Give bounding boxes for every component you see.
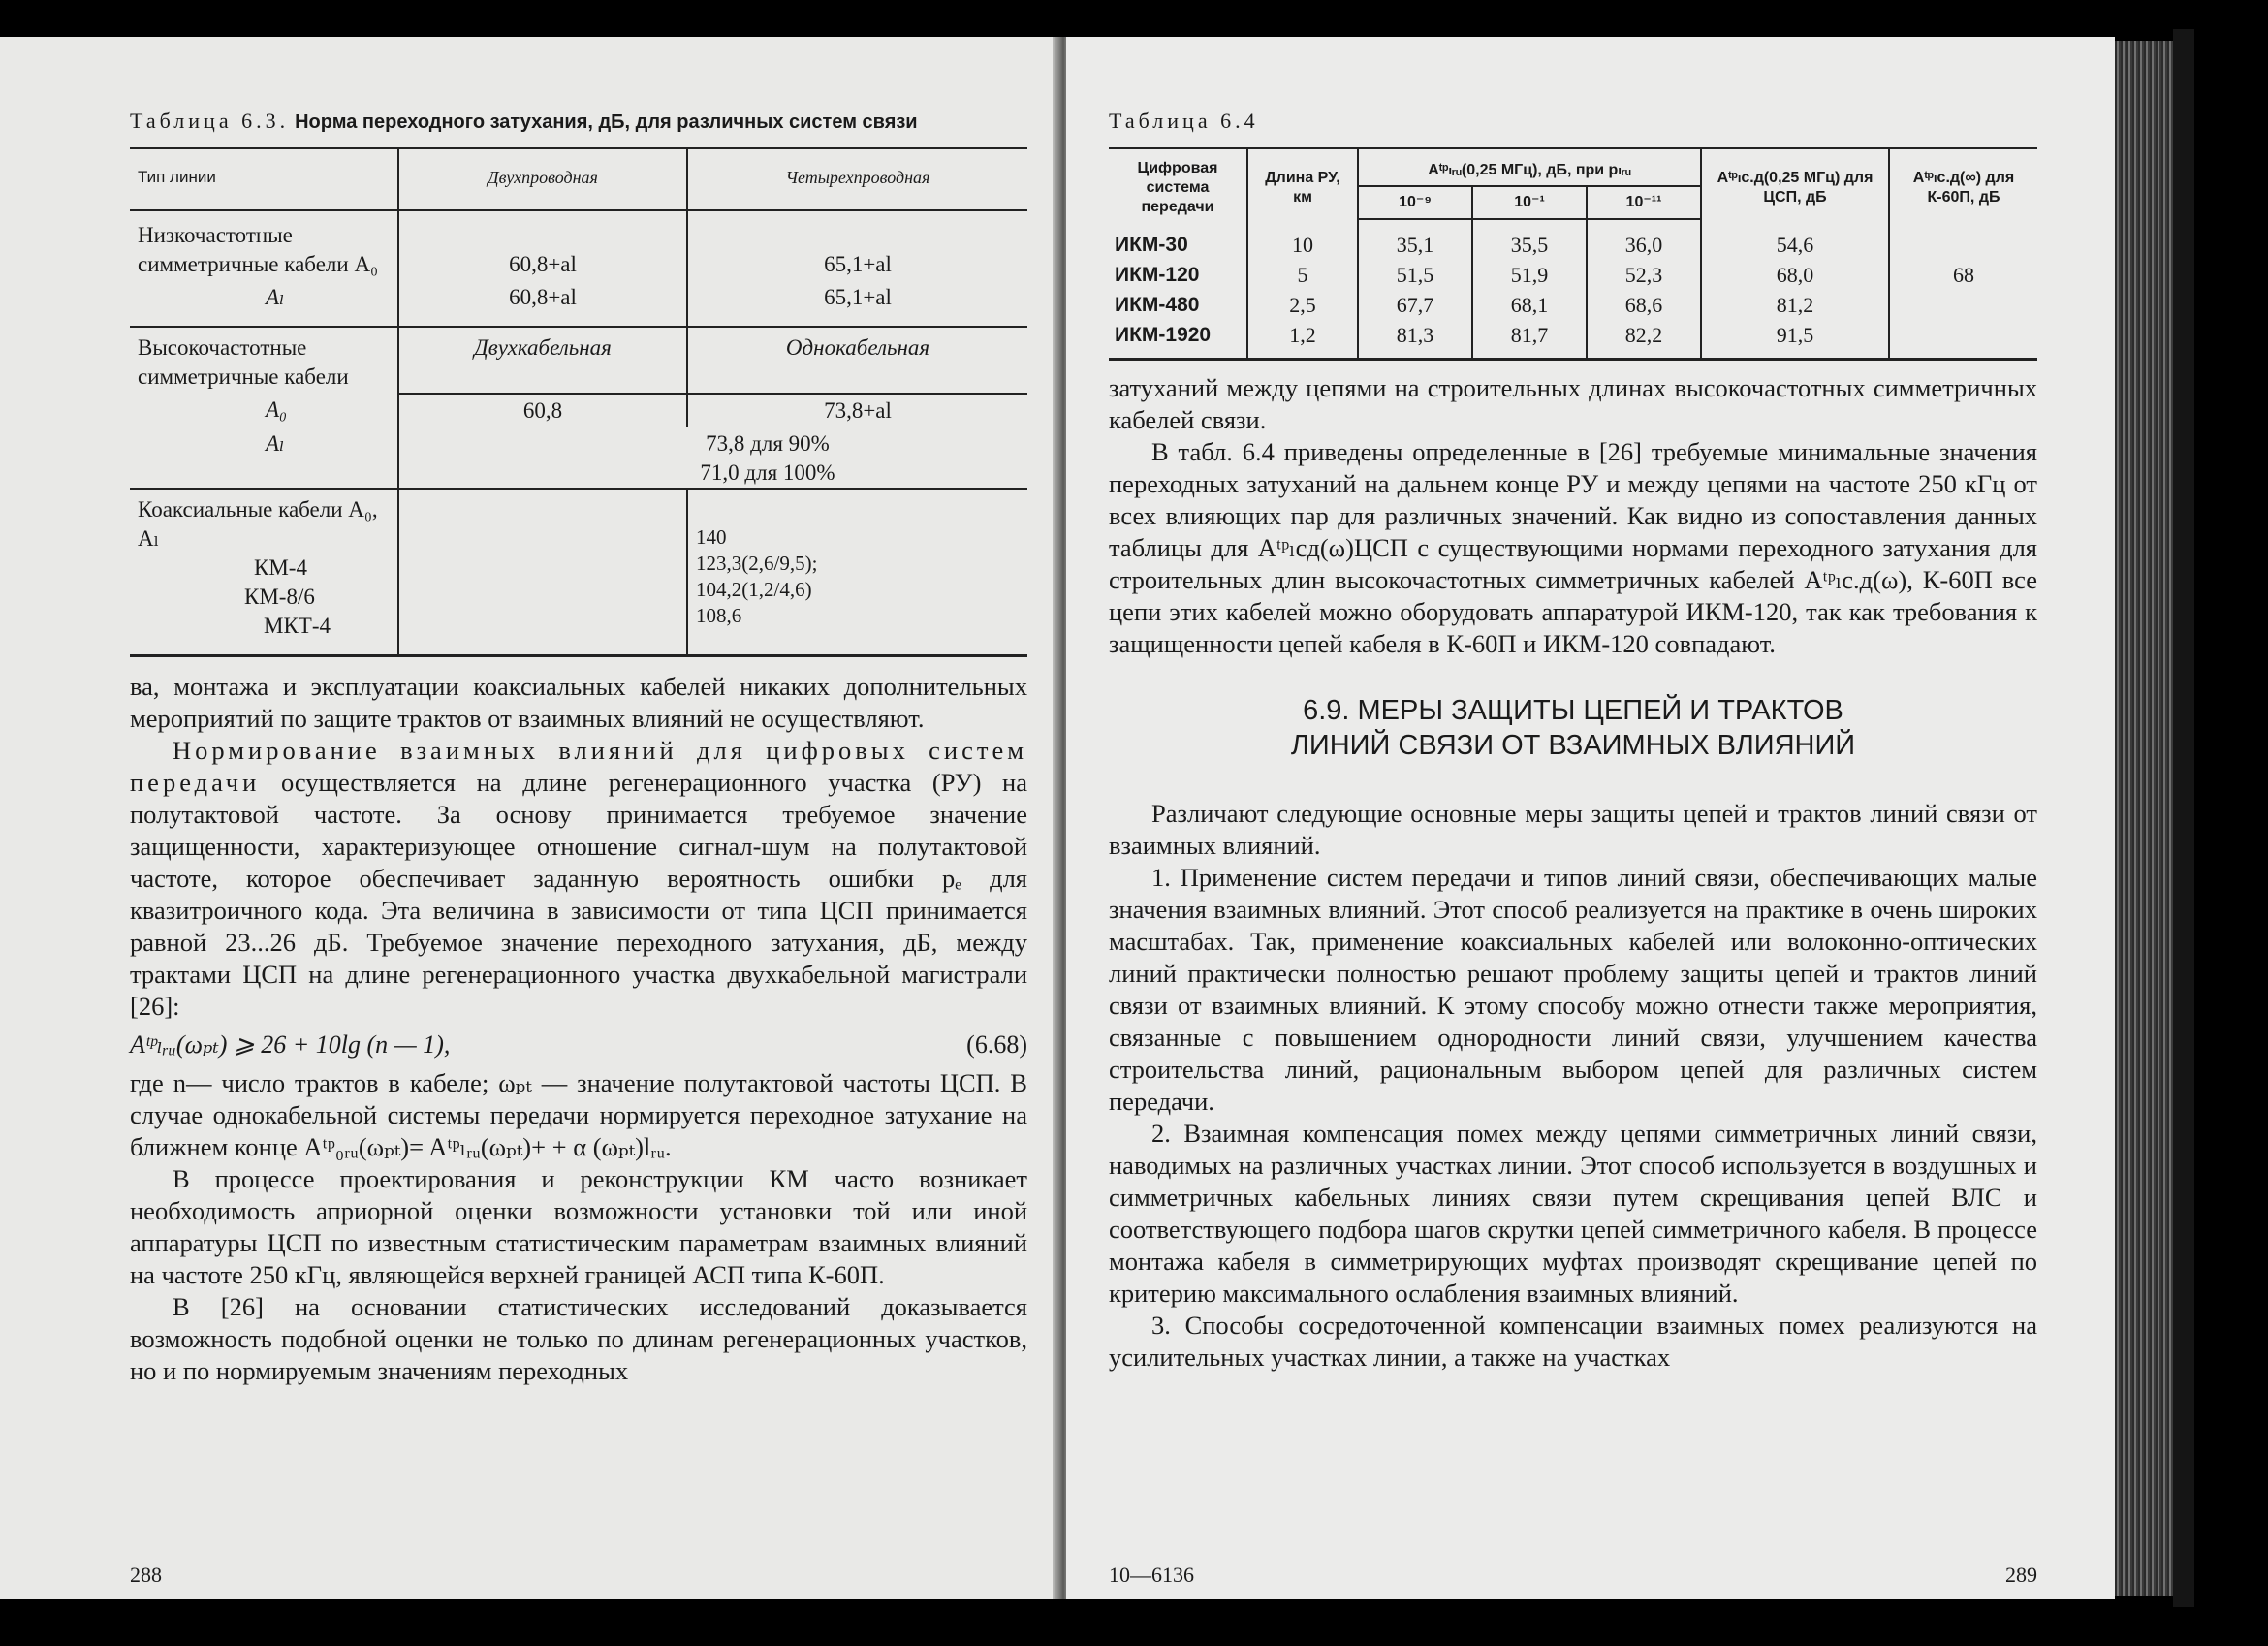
row-csp: 68,0 <box>1701 260 1889 290</box>
table-6-3-label: Таблица 6.3. <box>130 109 290 133</box>
row-system: ИКМ-1920 <box>1109 320 1247 360</box>
row-length: 2,5 <box>1247 290 1358 320</box>
book-page-edges <box>2115 41 2173 1596</box>
table-row <box>1109 320 2037 360</box>
printer-signature: 10—6136 <box>1109 1563 1194 1587</box>
row3-label: Коаксиальные кабели A₀, Aₗ <box>138 497 378 551</box>
right-page <box>1066 37 2115 1599</box>
row-e11: 68,6 <box>1587 290 1701 320</box>
table-row <box>1109 219 2037 260</box>
col-system-header: Цифровая система передачи <box>1109 148 1247 219</box>
table-6-3-caption <box>130 109 1027 134</box>
col-attn-header: Aᵗᵖₗᵣᵤ(0,25 МГц), дБ, при pₗᵣᵤ <box>1358 148 1701 186</box>
left-para-5: В [26] на основании статистических исследований доказывается возможность подобной оценки не только по длинам регенерационных участков, но и по нормируемым значениям переходных <box>130 1292 1027 1385</box>
col-four-wire-header: Четырехпроводная <box>687 148 1027 210</box>
section-title-line-1: 6.9. МЕРЫ ЗАЩИТЫ ЦЕПЕЙ И ТРАКТОВ <box>1303 695 1843 726</box>
left-page-number: 288 <box>130 1563 162 1587</box>
row-k60 <box>1889 290 2037 320</box>
row-csp: 91,5 <box>1701 320 1889 360</box>
left-para-2-spaced: Нормирование взаимных влияний для цифровых систем передачи <box>130 736 1027 797</box>
table-row <box>130 210 1027 281</box>
formula-text: Aᵗᵖₗᵣᵤ(ωₚₜ) ⩾ 26 + 10lg (n — 1), <box>130 1030 451 1059</box>
table-6-4-header-row-1 <box>1109 148 2037 186</box>
row1-two-a0: 60,8+al <box>398 210 687 281</box>
table-6-3-header <box>130 148 1027 210</box>
right-para-2: В табл. 6.4 приведены определенные в [26] требуемые минимальные значения переходных затуханий на дальнем конце РУ и между цепями на частоте 250 кГц от всех влияющих пар для различных значений. Как видно из сопоставления данных таблицы для Aᵗᵖₗсд(ω)ЦСП с существующими нормами переходного затухания для строительных длин высокочастотных симметричных кабелей Aᵗᵖₗс.д(ω), К-60П все цепи этих кабелей можно оборудовать аппаратурой ИКМ-120, так как требования к защищенности цепей кабеля в К-60П и ИКМ-120 совпадают. <box>1109 437 2037 658</box>
row-e9: 81,3 <box>1358 320 1472 360</box>
row-e9: 35,1 <box>1358 219 1472 260</box>
table-row <box>130 281 1027 327</box>
table-row <box>130 489 1027 656</box>
table-row <box>130 394 1027 427</box>
right-page-content <box>1109 109 2037 1374</box>
col-length-header: Длина РУ, км <box>1247 148 1358 219</box>
row-k60 <box>1889 219 2037 260</box>
table-6-3-title: Норма переходного затухания, дБ, для различных систем связи <box>295 111 918 133</box>
row-system: ИКМ-120 <box>1115 264 1200 286</box>
col-e1-header: 10⁻¹ <box>1472 186 1587 219</box>
row2-one-cable: Однокабельная <box>687 327 1027 394</box>
left-para-3: где n— число трактов в кабеле; ωₚₜ — значение полутактовой частоты ЦСП. В случае однокабельной системы передачи нормируется переходное затухание на ближнем конце Aᵗᵖ₀ᵣᵤ(ωₚₜ)= Aᵗᵖₗᵣᵤ(ωₚₜ)+ + α (ωₚₜ)lᵣᵤ. <box>130 1068 1027 1161</box>
table-6-3 <box>130 147 1027 657</box>
row1-ai: Aₗ <box>266 285 285 309</box>
row-csp: 54,6 <box>1701 219 1889 260</box>
row-length: 1,2 <box>1247 320 1358 360</box>
left-para-1: ва, монтажа и эксплуатации коаксиальных кабелей никаких дополнительных мероприятий по защите трактов от взаимных влияний не осуществляют. <box>130 672 1027 733</box>
row2-ai-values <box>398 427 1027 489</box>
row3-km4: КМ-4 <box>254 555 307 580</box>
row3-empty-cell <box>398 489 687 656</box>
row2-two-cable: Двухкабельная <box>398 327 687 394</box>
row-e11: 36,0 <box>1587 219 1701 260</box>
row-e9: 51,5 <box>1358 260 1472 290</box>
row2-ai: Aₗ <box>266 431 285 456</box>
row3-label-cell <box>130 489 398 656</box>
row-k60: 68 <box>1889 260 2037 290</box>
section-6-9-title <box>1109 693 2037 763</box>
right-page-number: 289 <box>2005 1563 2037 1587</box>
row3-mkt4: МКТ-4 <box>264 614 331 638</box>
table-row <box>130 327 1027 394</box>
row2-ai-90: 73,8 для 90% <box>706 431 830 456</box>
row-length: 10 <box>1247 219 1358 260</box>
table-row <box>1109 290 2037 320</box>
row-e11: 52,3 <box>1587 260 1701 290</box>
row-length: 5 <box>1247 260 1358 290</box>
table-6-4 <box>1109 147 2037 361</box>
row2-ai-100: 71,0 для 100% <box>700 460 835 485</box>
row3-v4: 108,6 <box>696 604 742 627</box>
row3-values <box>687 489 1027 656</box>
table-row <box>130 427 1027 489</box>
left-page <box>0 37 1058 1599</box>
row1-four-a0: 65,1+al <box>687 210 1027 281</box>
left-para-4: В процессе проектирования и реконструкции КМ часто возникает необходимость априорной оценки возможности установки той или иной аппаратуры ЦСП по известным статистическим параметрам взаимных влияний на частоте 250 кГц, являющейся верхней границей АСП типа К-60П. <box>130 1164 1027 1289</box>
right-para-6: 3. Способы сосредоточенной компенсации взаимных помех реализуются на усилительных участках линии, а также на участках <box>1109 1311 2037 1372</box>
book-cover-edge <box>2173 29 2194 1607</box>
right-para-4: 1. Применение систем передачи и типов линий связи, обеспечивающих малые значения взаимных влияний. Этот способ реализуется на практике в очень широких масштабах. Так, применение коаксиальных кабелей или волоконно-оптических линий практически полностью решают проблему защиты цепей и трактов линий связи от взаимных влияний. К этому способу можно отнести также мероприятия, связанные с повышением однородности линий связи, улучшением качества строительства линий, рациональным выбором цепей для различных систем передачи. <box>1109 863 2037 1116</box>
right-para-1: затуханий между цепями на строительных длинах высокочастотных симметричных кабелей связи. <box>1109 373 2037 434</box>
row3-km86: КМ-8/6 <box>244 585 315 609</box>
row-e1: 81,7 <box>1472 320 1587 360</box>
col-k60-header: Aᵗᵖₗс.д(∞) для К-60П, дБ <box>1889 148 2037 219</box>
row-e11: 82,2 <box>1587 320 1701 360</box>
row-e1: 68,1 <box>1472 290 1587 320</box>
formula-number: (6.68) <box>966 1030 1027 1059</box>
row3-v3: 104,2(1,2/4,6) <box>696 578 812 601</box>
row1-two-ai: 60,8+al <box>398 281 687 327</box>
left-para-2 <box>130 735 1027 1023</box>
row2-label: Высокочастотные симметричные кабели <box>130 327 398 394</box>
section-title-line-2: ЛИНИЙ СВЯЗИ ОТ ВЗАИМНЫХ ВЛИЯНИЙ <box>1290 730 1856 761</box>
row-e1: 35,5 <box>1472 219 1587 260</box>
left-page-content <box>130 109 1027 1387</box>
formula-6-68 <box>130 1027 1027 1063</box>
row-system: ИКМ-30 <box>1115 233 1188 256</box>
left-para-2-rest: осуществляется на длине регенерационного участка (РУ) на полутактовой частоте. За основу принимается требуемое значение защищенности, характеризующее отношение сигнал-шум на полутактовой частоте, которое обеспечивает заданную вероятность ошибки pₑ для квазитроичного кода. Эта величина в зависимости от типа ЦСП принимается равной 23...26 дБ. Требуемое значение переходного затухания, дБ, между трактами ЦСП на длине регенерационного участка двухкабельной магистрали [26]: <box>130 768 1028 1021</box>
col-two-wire-header: Двухпроводная <box>398 148 687 210</box>
right-para-3: Различают следующие основные меры защиты цепей и трактов линий связи от взаимных влияний. <box>1109 799 2037 860</box>
row-csp: 81,2 <box>1701 290 1889 320</box>
col-e9-header: 10⁻⁹ <box>1358 186 1472 219</box>
row2-one-a0: 73,8+al <box>687 394 1027 427</box>
table-row <box>1109 260 2037 290</box>
row-system: ИКМ-480 <box>1115 294 1200 316</box>
row2-a0: A₀ <box>266 397 288 422</box>
row1-label: Низкочастотные симметричные кабели A₀ <box>138 223 379 276</box>
row3-v1: 140 <box>696 525 727 549</box>
right-para-5: 2. Взаимная компенсация помех между цепями симметричных линий связи, наводимых на различных участках линии. Этот способ используется в воздушных и симметричных кабельных линиях связи путем скрещивания цепей ВЛС и соответствующего подбора шагов скрутки цепей симметричного кабеля. В процессе монтажа кабеля в симметрирующих муфтах производят скрещивание цепей по критерию максимального ослабления взаимных влияний. <box>1109 1119 2037 1308</box>
col-e11-header: 10⁻¹¹ <box>1587 186 1701 219</box>
row-e9: 67,7 <box>1358 290 1472 320</box>
row1-four-ai: 65,1+al <box>687 281 1027 327</box>
row3-v2: 123,3(2,6/9,5); <box>696 552 818 575</box>
row-e1: 51,9 <box>1472 260 1587 290</box>
table-6-4-caption: Таблица 6.4 <box>1109 109 1259 133</box>
col-type-header: Тип линии <box>130 148 398 210</box>
row2-two-a0: 60,8 <box>398 394 687 427</box>
row-k60 <box>1889 320 2037 360</box>
col-csp-header: Aᵗᵖₗс.д(0,25 МГц) для ЦСП, дБ <box>1701 148 1889 219</box>
